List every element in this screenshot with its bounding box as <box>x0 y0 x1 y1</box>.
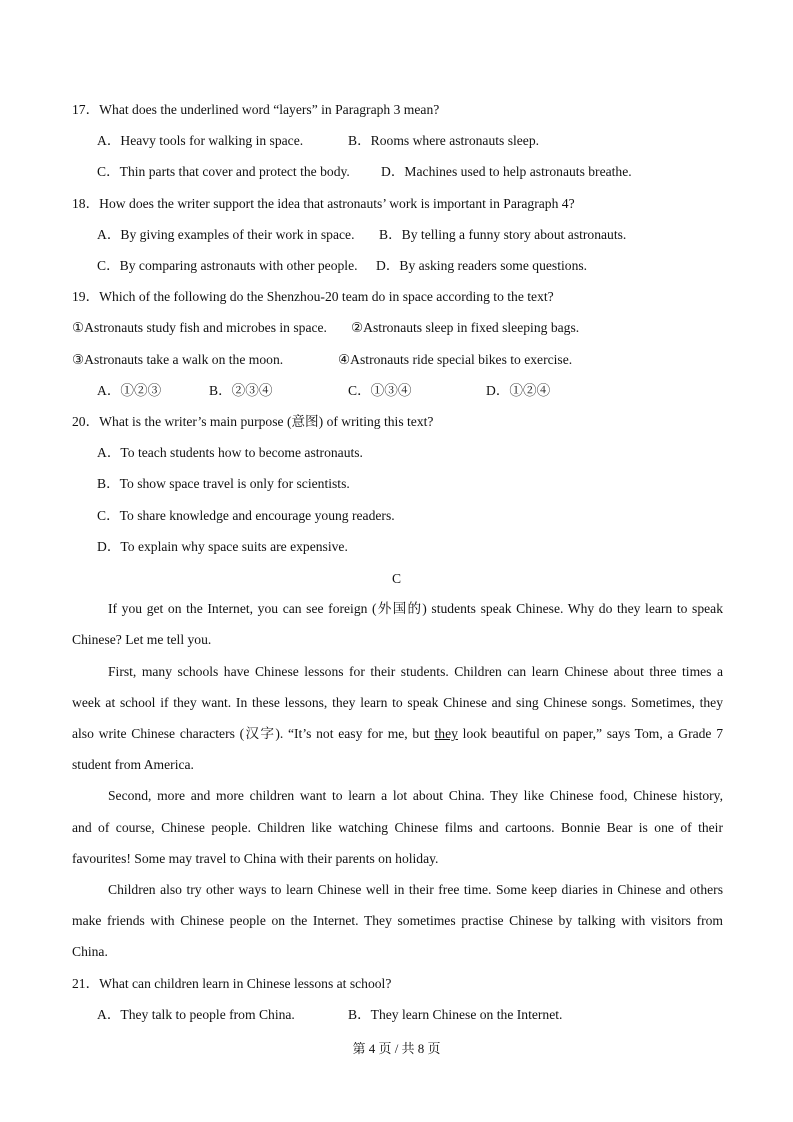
q18-option-c: C．By comparing astronauts with other people. <box>97 258 358 273</box>
q17-option-b: B．Rooms where astronauts sleep. <box>348 133 540 148</box>
passage-p4-line2-text: make friends with Chinese people on the Internet. They sometimes practise Chinese by talking with visitors from <box>72 913 723 928</box>
passage-p2-line3 <box>72 725 723 743</box>
q19-statement-2: ②Astronauts sleep in fixed sleeping bags. <box>351 320 580 335</box>
passage-p3-line1-text: Second, more and more children want to learn a lot about China. They like Chinese food, Chinese history, <box>108 788 723 803</box>
q21-option-b: B．They learn Chinese on the Internet. <box>348 1007 563 1022</box>
section-heading-c: C <box>391 571 402 586</box>
passage-p2-line1 <box>108 663 723 681</box>
q19-option-b: B．②③④ <box>209 383 273 398</box>
q17-option-d: D．Machines used to help astronauts breathe. <box>381 164 632 179</box>
q18-option-a: A．By giving examples of their work in space. <box>97 227 355 242</box>
passage-p3-line3: favourites! Some may travel to China with their parents on holiday. <box>72 851 439 866</box>
passage-p2-line4: student from America. <box>72 757 194 772</box>
passage-p2-line1-text: First, many schools have Chinese lessons for their students. Children can learn Chinese about three times a <box>108 664 723 679</box>
q18-option-d: D．By asking readers some questions. <box>376 258 588 273</box>
passage-p3-line2-text: and of course, Chinese people. Children like watching Chinese films and cartoons. Bonnie Bear is one of their <box>72 820 723 835</box>
q17-stem: 17．What does the underlined word “layers” in Paragraph 3 mean? <box>72 102 440 117</box>
q17-option-a: A．Heavy tools for walking in space. <box>97 133 304 148</box>
passage-p2-line3-part-b: look beautiful on paper,” says Tom, a Grade 7 <box>457 726 723 741</box>
q17-option-c: C．Thin parts that cover and protect the body. <box>97 164 350 179</box>
passage-p1-line1 <box>108 600 723 618</box>
q19-option-d: D．①②④ <box>486 383 551 398</box>
passage-p2-line3-part-a: also write Chinese characters (汉字). “It’s not easy for me, but <box>72 726 435 741</box>
passage-p3-line1 <box>108 787 723 805</box>
q20-option-a: A．To teach students how to become astronauts. <box>97 445 363 460</box>
passage-p4-line1-text: Children also try other ways to learn Chinese well in their free time. Some keep diaries in Chinese and others <box>108 882 723 897</box>
q21-option-a: A．They talk to people from China. <box>97 1007 295 1022</box>
q18-stem: 18．How does the writer support the idea that astronauts’ work is important in Paragraph 4? <box>72 196 575 211</box>
passage-p1-line1-text: If you get on the Internet, you can see foreign (外国的) students speak Chinese. Why do they learn to speak <box>108 601 723 616</box>
underlined-word-they: they <box>434 726 458 741</box>
page-number-footer: 第 4 页 / 共 8 页 <box>352 1041 441 1056</box>
passage-p2-line3-text <box>72 725 723 743</box>
q20-option-d: D．To explain why space suits are expensive. <box>97 539 348 554</box>
q19-stem: 19．Which of the following do the Shenzhou-20 team do in space according to the text? <box>72 289 554 304</box>
passage-p2-line2 <box>72 694 723 712</box>
q20-stem: 20．What is the writer’s main purpose (意图) of writing this text? <box>72 414 434 429</box>
q18-option-b: B．By telling a funny story about astronauts. <box>379 227 627 242</box>
q19-statement-3: ③Astronauts take a walk on the moon. <box>72 352 284 367</box>
passage-p4-line3: China. <box>72 944 108 959</box>
q20-option-c: C．To share knowledge and encourage young readers. <box>97 508 395 523</box>
q20-option-b: B．To show space travel is only for scientists. <box>97 476 350 491</box>
q21-stem: 21．What can children learn in Chinese lessons at school? <box>72 976 392 991</box>
q19-option-c: C．①③④ <box>348 383 412 398</box>
passage-p3-line2 <box>72 819 723 837</box>
passage-p2-line2-text: week at school if they want. In these lessons, they learn to speak Chinese and sing Chinese songs. Sometimes, they <box>72 695 723 710</box>
q19-statement-4: ④Astronauts ride special bikes to exercise. <box>338 352 573 367</box>
q19-statement-1: ①Astronauts study fish and microbes in space. <box>72 320 327 335</box>
passage-p4-line2 <box>72 912 723 930</box>
passage-p4-line1 <box>108 881 723 899</box>
q19-option-a: A．①②③ <box>97 383 162 398</box>
passage-p1-line2: Chinese? Let me tell you. <box>72 632 212 647</box>
